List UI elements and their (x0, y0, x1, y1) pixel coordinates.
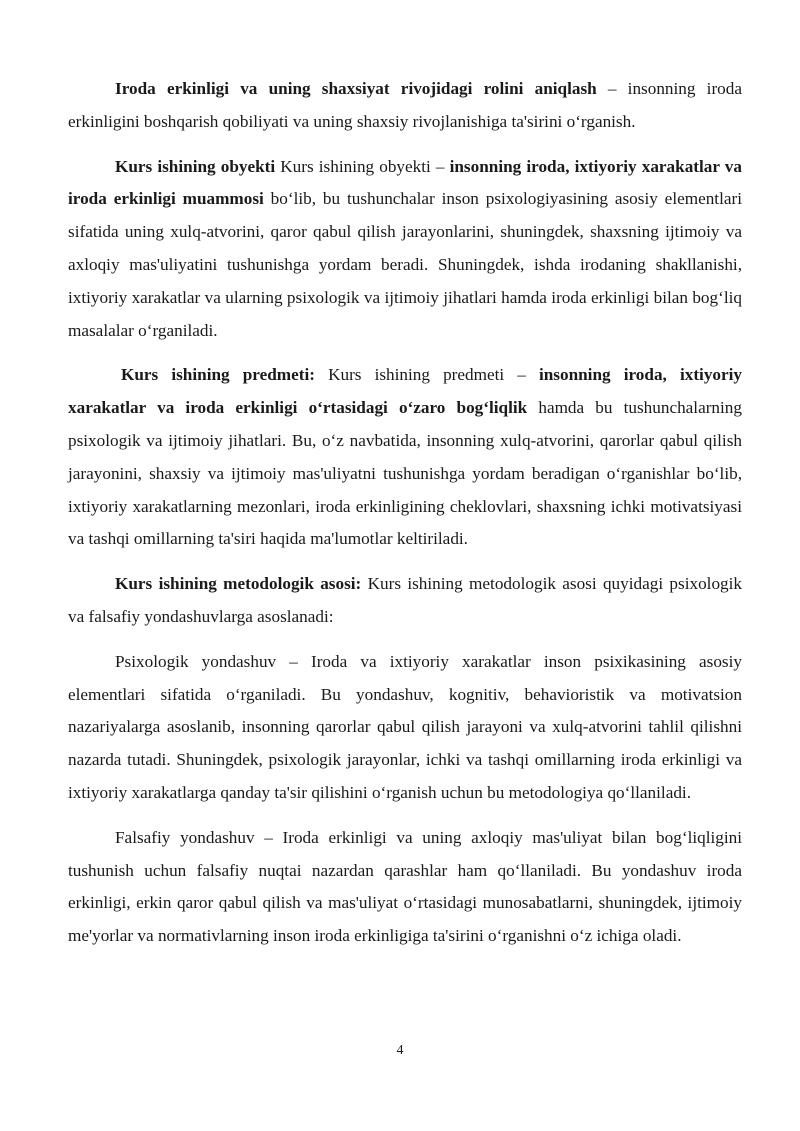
paragraph-subject (68, 359, 742, 556)
text-object-intro: Kurs ishining obyekti – (275, 156, 450, 176)
heading-subject: Kurs ishining predmeti: (121, 365, 315, 385)
text-purpose: – insonning iroda erkinligini boshqarish qobiliyati va uning shaxsiy rivojlanishiga ta'sirini o‘rganish. (68, 79, 742, 131)
paragraph-object (68, 151, 742, 348)
emphasis-subject: insonning iroda, ixtiyoriy xarakatlar va iroda erkinligi o‘rtasidagi o‘zaro bog‘liqlik (68, 365, 742, 418)
text-subject-intro: Kurs ishining predmeti – (314, 365, 539, 385)
heading-object: Kurs ishining obyekti (115, 156, 276, 176)
heading-purpose: Iroda erkinligi va uning shaxsiyat rivojidagi rolini aniqlash (115, 79, 597, 98)
paragraph-psychological-approach (68, 646, 742, 810)
text-philosophical-approach: Falsafiy yondashuv – Iroda erkinligi va uning axloqiy mas'uliyat bilan bog‘liqligini tushunish uchun falsafiy nuqtai nazardan qarashlar ham qo‘llaniladi. Bu yondashuv iroda erkinligi, erkin qaror qabul qilish va mas'uliyat o‘rtasidagi munosabatlarni, shuningdek, ijtimoiy me'yorlar va normativlarning inson iroda erkinligiga ta'sirini o‘rganishni o‘z ichiga oladi. (68, 827, 742, 946)
heading-methodology: Kurs ishining metodologik asosi: (115, 574, 362, 594)
paragraph-purpose (68, 73, 742, 139)
text-psychological-approach: Psixologik yondashuv – Iroda va ixtiyoriy xarakatlar inson psixikasining asosiy elementlari sifatida o‘rganiladi. Bu yondashuv, kognitiv, behavioristik va motivatsion nazariyalarga asoslanib, insonning qarorlar qabul qilish jarayoni va xulq-atvorini tahlil qilishni nazarda tutadi. Shuningdek, psixologik jarayonlar, ichki va tashqi omillarning iroda erkinligi va ixtiyoriy xarakatlarga qanday ta'sir qilishini o‘rganish uchun bu metodologiya qo‘llaniladi. (68, 651, 742, 802)
paragraph-methodology (68, 568, 742, 634)
paragraph-philosophical-approach (68, 822, 742, 953)
page-number: 4 (396, 1043, 404, 1058)
text-methodology: Kurs ishining metodologik asosi quyidagi psixologik va falsafiy yondashuvlarga asoslanadi: (68, 574, 743, 626)
document-body (68, 73, 742, 965)
text-object-body: bo‘lib, bu tushunchalar inson psixologiyasining asosiy elementlari sifatida uning xulq-atvorini, qaror qabul qilish jarayonlarini, shuningdek, shaxsning ijtimoiy va axloqiy mas'uliyatini tushunishga yordam beradi. Shuningdek, ishda irodaning shakllanishi, ixtiyoriy xarakatlar va ularning psixologik va ijtimoiy jihatlari hamda iroda erkinligi bilan bog‘liq masalalar o‘rganiladi. (68, 189, 742, 340)
text-subject-body: hamda bu tushunchalarning psixologik va ijtimoiy jihatlari. Bu, o‘z navbatida, insonning xulq-atvorini, qarorlar qabul qilish jarayonini, shaxsiy va ijtimoiy mas'uliyatni tushunishga yordam beradigan o‘rganishlar bo‘lib, ixtiyoriy xarakatlarning mezonlari, iroda erkinligining cheklovlari, shaxsning ichki motivatsiyasi va tashqi omillarning ta'siri haqida ma'lumotlar keltiriladi. (68, 398, 742, 549)
emphasis-object: insonning iroda, ixtiyoriy xarakatlar va iroda erkinligi muammosi (68, 156, 742, 209)
